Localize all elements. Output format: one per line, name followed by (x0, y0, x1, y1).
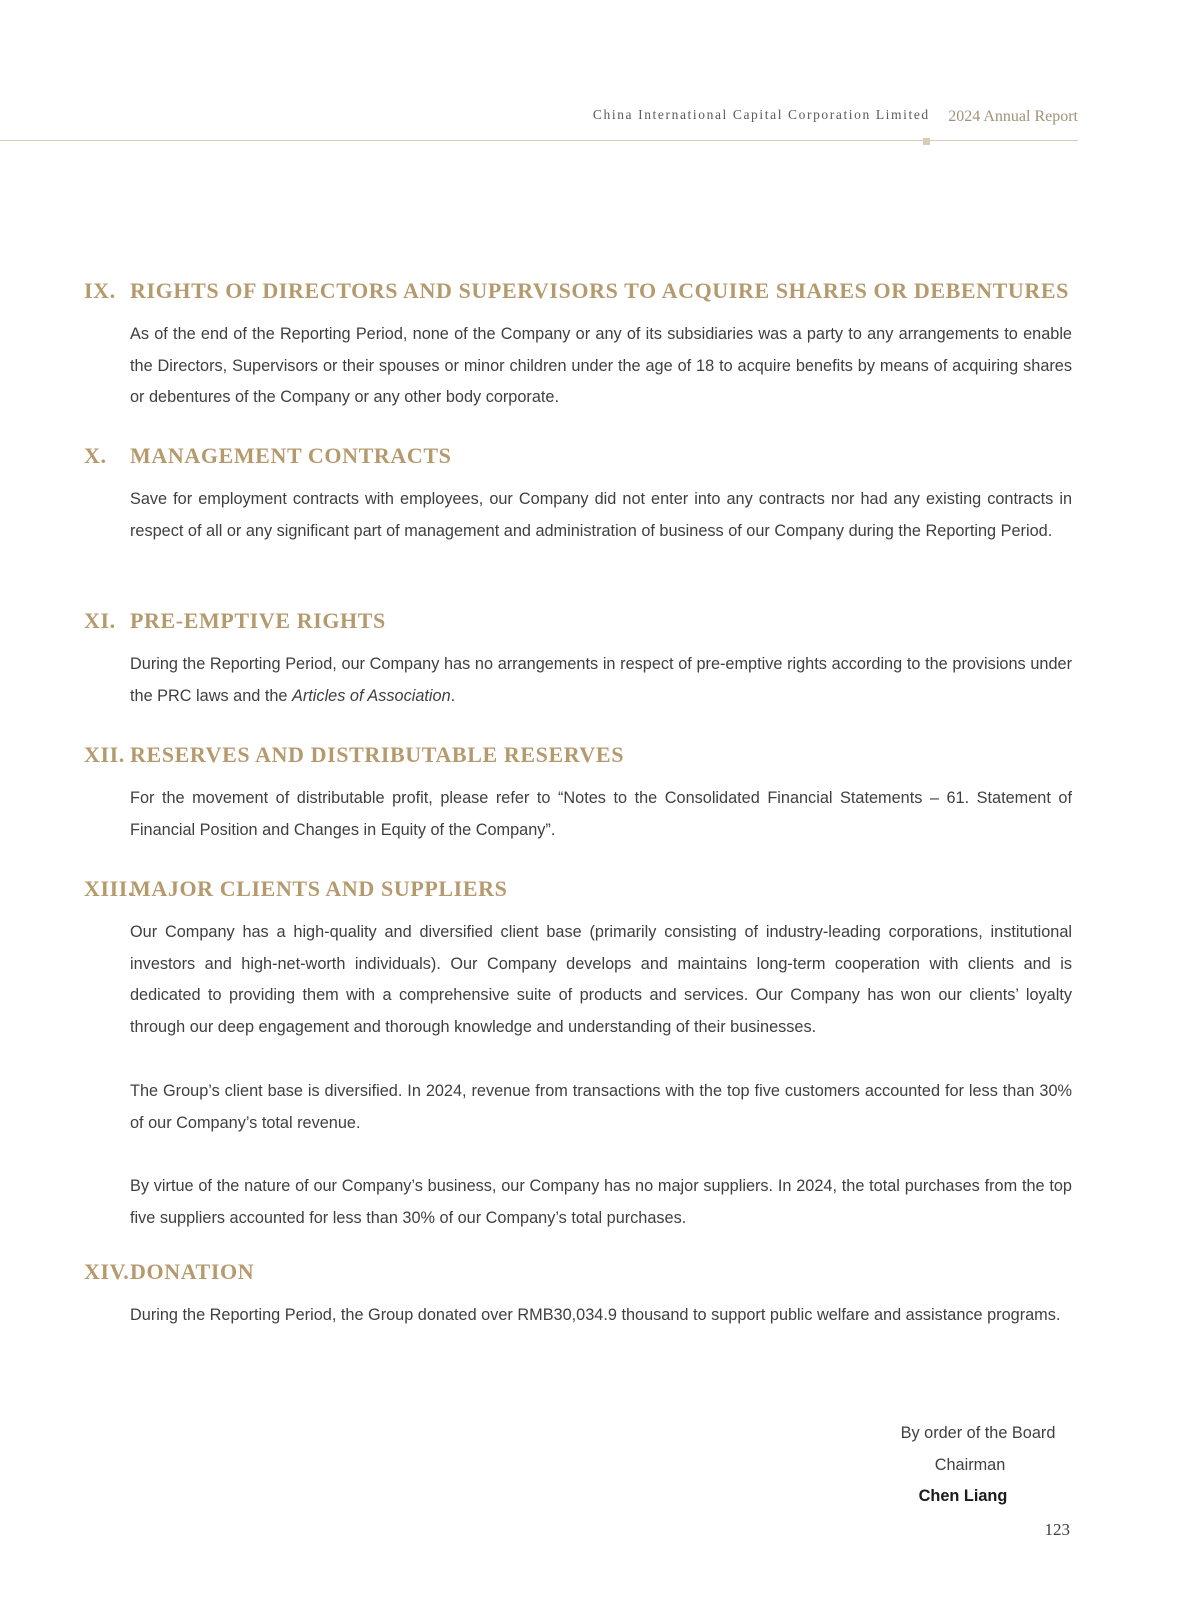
board-signoff (870, 1418, 1070, 1513)
signoff-title: Chairman (934, 1455, 1006, 1474)
section-heading (84, 441, 1072, 471)
section-number: XIII. (84, 876, 135, 901)
section-number: IX. (84, 278, 116, 303)
section-title: MANAGEMENT CONTRACTS (130, 443, 452, 468)
section-paragraph: For the movement of distributable profit, please refer to “Notes to the Consolidated Financial Statements – 61. Statement of Financial Position and Changes in Equity of the Company”. (130, 789, 1072, 839)
section-reserves (84, 740, 1072, 846)
section-heading (84, 606, 1072, 636)
section-number: X. (84, 443, 107, 468)
section-paragraph: Save for employment contracts with employees, our Company did not enter into any contracts nor had any existing contracts in respect of all or any significant part of management and administration of business of our Company during the Reporting Period. (130, 490, 1072, 540)
paragraph-text: During the Reporting Period, our Company has no arrangements in respect of pre-emptive rights according to the provisions under the PRC laws and the (130, 655, 1072, 705)
page-header (593, 108, 1078, 138)
section-rights-of-directors (84, 276, 1072, 414)
section-heading (84, 740, 1072, 770)
section-heading (84, 276, 1072, 306)
section-number: XII. (84, 742, 125, 767)
section-pre-emptive-rights (84, 606, 1072, 712)
section-title: MAJOR CLIENTS AND SUPPLIERS (130, 876, 508, 901)
section-major-clients-and-suppliers (84, 874, 1072, 1235)
section-paragraph: The Group’s client base is diversified. In 2024, revenue from transactions with the top five customers accounted for less than 30% of our Company’s total revenue. (130, 1081, 1072, 1132)
section-paragraph: As of the end of the Reporting Period, none of the Company or any of its subsidiaries was a party to any arrangements to enable the Directors, Supervisors or their spouses or minor children under the age of 18 to acquire benefits by means of acquiring shares or debentures of the Company or any other body corporate. (130, 325, 1072, 407)
header-rule-marker (923, 138, 930, 145)
section-title: RIGHTS OF DIRECTORS AND SUPERVISORS TO ACQUIRE SHARES OR DEBENTURES (130, 278, 1070, 303)
section-paragraph: Our Company has a high-quality and diversified client base (primarily consisting of industry-leading corporations, institutional investors and high-net-worth individuals). Our Company develops and maintains long-term cooperation with clients and is dedicated to providing them with a comprehensive suite of products and services. Our Company has won our clients’ loyalty through our deep engagement and thorough knowledge and understanding of their businesses. (130, 923, 1072, 1037)
report-title: 2024 Annual Report (948, 108, 1078, 125)
page-number: 123 (1044, 1520, 1070, 1539)
section-paragraph: During the Reporting Period, the Group donated over RMB30,034.9 thousand to support public welfare and assistance programs. (130, 1306, 1061, 1324)
section-number: XIV. (84, 1259, 130, 1284)
header-rule (0, 140, 1078, 141)
section-title: RESERVES AND DISTRIBUTABLE RESERVES (130, 742, 625, 767)
section-paragraph (130, 649, 1072, 712)
section-heading (84, 1257, 1072, 1287)
section-number: XI. (84, 608, 116, 633)
articles-of-association-reference: Articles of Association (292, 686, 451, 705)
section-management-contracts (84, 441, 1072, 547)
section-donation (84, 1257, 1072, 1332)
section-heading (84, 874, 1072, 904)
section-title: DONATION (130, 1259, 255, 1284)
signoff-line: By order of the Board (900, 1424, 1056, 1442)
section-paragraph: By virtue of the nature of our Company’s business, our Company has no major suppliers. In 2024, the total purchases from the top five suppliers accounted for less than 30% of our Company’s total purchases. (130, 1177, 1072, 1227)
paragraph-text: . (450, 686, 456, 705)
section-title: PRE-EMPTIVE RIGHTS (130, 608, 386, 633)
company-name: China International Capital Corporation Limited (592, 107, 930, 122)
signatory-name: Chen Liang (918, 1487, 1008, 1505)
